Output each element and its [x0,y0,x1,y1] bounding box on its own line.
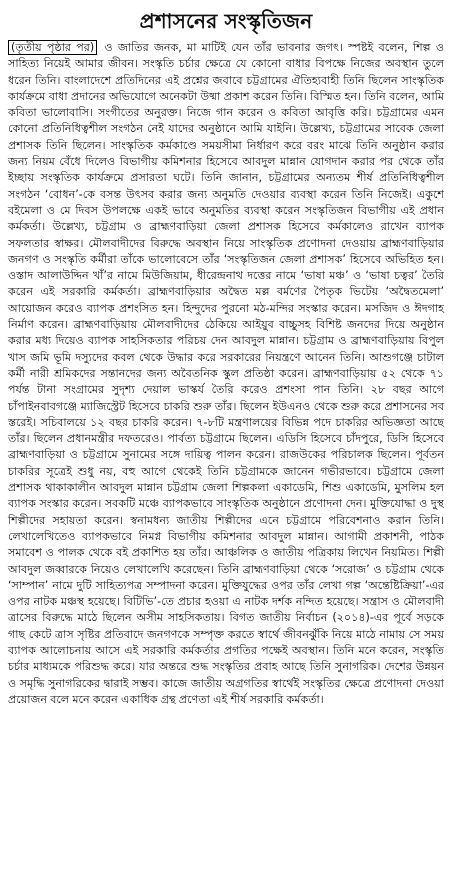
title-wrap [8,8,444,34]
article-body [8,40,444,708]
continued-label: (তৃতীয় পৃষ্ঠার পর) [8,40,97,55]
article-title: প্রশাসনের সংস্কৃতিজন [139,9,313,33]
article-paragraph: ও জাতির জনক, মা মাটিই যেন তাঁর ভাবনার জগৎ। স্পষ্টই বলেন, শিল্প ও সাহিত্য নিয়েই আমার জীবন। সংস্কৃতি চর্চার ক্ষেত্রে যে কোনো বাধার বিপক্ষে নিজের অবস্থান তুলে ধরেন তিনি। বাংলাদেশে প্রতিদিনের এই প্রশ্নের জবাবে চট্টগ্রামের ঐতিহ্যবাহী তিনি ছিলেন সাংস্কৃতিক কার্যক্রমে বাধা প্রদানের অভিযোগে অনেকটা উষ্মা প্রকাশ করেন তিনি। বিস্মিত হন। তিনি বলেন, আমি কবিতা ভালোবাসি। সংগীতের অনুরক্ত। নিজে গান করেন ও কবিতা আবৃত্তি করি। চট্টগ্রামের এমন কোনো প্রতিনিধিত্বশীল সংগঠন নেই যাদের অনুষ্ঠানে আমি যাইনি। উল্লেখ্য, চট্টগ্রামের সাবেক জেলা প্রশাসক তিনি ছিলেন। সাংস্কৃতিক কর্মকাণ্ডে সময়সীমা নির্ধারণ করে বরং মাঝে তিনি অনুষ্ঠান করার জন্য নিয়ম বেঁধে দিলেও বিভাগীয় কমিশনার হিসেবে আবদুল মান্নান যোগদান করার পর থেকে তাঁর ইচ্ছায় সংস্কৃতিক কার্যক্রমে প্রসারতা ঘটে। তিনি জানান, চট্টগ্রামের অন্যতম শীর্ষ প্রতিনিধিত্বশীল সংগঠন ‘বোধন’-কে বসন্ত উৎসব করার জন্য অনুমতি দেওয়ার ব্যবস্থা করেন তিনি নিজেই। একুশে বইমেলা ও মে দিবস উপলক্ষে একই ভাবে অনুমতির ব্যবস্থা করেন সংস্কৃতিজন বিভাগীয় এই প্রধান কর্মকর্তা। উল্লেখ্য, চট্টগ্রাম ও ব্রাহ্মণবাড়িয়া জেলা প্রশাসক হিসেবে কর্মকালেও রাখেন ব্যাপক সফলতার স্বাক্ষর। মৌলবাদীদের বিরুদ্ধে অবস্থান নিয়ে সাংস্কৃতিক প্রণোদনা দেওয়ায় ব্রাহ্মণবাড়িয়ার জনগণ ও সংস্কৃতি কর্মীরা তাঁকে ভালোবেসে তাঁর ‘সংস্কৃতিজন জেলা প্রশাসক’ হিসেবে অভিহিত হন। ওস্তাদ আলাউদ্দিন খাঁ’র নামে মিউজিয়াম, ধীরেন্দ্রনাথ দত্তের নামে ‘ভাষা মঞ্চ’ ও ‘ভাষা চত্বর’ তৈরি করেন এই সরকারি কর্মকর্তা। ব্রাহ্মণবাড়িয়ার অদ্বৈত মল্ল বর্মণের পৈতৃক ভিটেয় ‘অদ্বৈতমেলা’ আয়োজন করেও ব্যাপক প্রশংসিত হন। হিন্দুদের পুরনো মঠ-মন্দির সংস্কার করেন। মসজিদ ও ঈদগাহ নির্মাণ করেন। ব্রাহ্মণবাড়িয়ায় মৌলবাদীদের ঠেকিয়ে আইয়ুব বাচ্চুসহ বিশিষ্ট জনদের দিয়ে অনুষ্ঠান করার মধ্য দিয়েও ব্যাপক সাহসিকতার পরিচয় দেন আবদুল মান্নান। চট্টগ্রাম ও ব্রাহ্মণবাড়িয়ায় বিপুল খাস জমি ভূমি দস্যুদের কবল থেকে উদ্ধার করে সরকারের নিয়ন্ত্রণে আনেন তিনি। আশুগঞ্জে চাটাল কর্মী নারী শ্রমিকদের সন্তানদের জন্য অবৈতনিক স্কুল প্রতিষ্ঠা করেন। ব্রাহ্মণবাড়িয়ায় ৫২ থেকে ৭১ পর্যন্ত টানা সংগ্রামের সুদৃশ্য দেয়াল ভাস্কর্য তৈরি করেও প্রশংসা পান তিনি। ২৮ বছর আগে চাঁপাইনবাবগঞ্জে ম্যাজিস্ট্রেট হিসেবে চাকরি শুরু তাঁর। ছিলেন ইউএনও থেকে শুরু করে প্রশাসনের সব স্তরেই। সচিবালয়ে ১২ বছর চাকরি করেন। ৭-৮টি মন্ত্রণালয়ের বিভিন্ন পদে চাকরির অভিজ্ঞতা আছে তাঁর। ছিলেন প্রধানমন্ত্রীর দফতরেও। পার্বত্য চট্টগ্রামে ছিলেন। এডিসি হিসেবে চাঁদপুরে, ডিসি হিসেবে ব্রাহ্মণবাড়িয়া ও চট্টগ্রামে সুনামের সঙ্গে দায়িত্ব পালন করেন। রাজউকের পরিচালক ছিলেন। পূর্বতন চাকরির সূত্রেই শুধু নয়, বহু আগে থেকেই তিনি চট্টগ্রামকে জানেন গভীরভাবে। চট্টগ্রামে জেলা প্রশাসক থাকাকালীন আবদুল মান্নান চট্টগ্রাম জেলা শিল্পকলা একাডেমি, শিশু একাডেমি, মুসলিম হল ব্যাপক সংস্কার করেন। সবকটি মঞ্চে ব্যাপকভাবে সাংস্কৃতিক অনুষ্ঠানে প্রণোদনা দেন। মুক্তিযোদ্ধা ও দুস্থ শিল্পীদের সহায়তা করেন। স্বনামধন্য জাতীয় শিল্পীদের এনে চট্টগ্রামে পরিবেশনাও করান তিনি। লেখালেখিতেও ব্যাপকভাবে নিমগ্ন বিভাগীয় কমিশনার আবদুল মান্নান। আগামী প্রকাশনী, পাঠক সমাবেশ ও পালক থেকে বই প্রকাশিত হয় তাঁর। আঞ্চলিক ও জাতীয় পত্রিকায় লিখেন নিয়মিত। শিল্পী আবদুল জব্বারকে নিয়েও লেখালেখি করেছেন। তিনি ব্রাহ্মণবাড়িয়া থেকে ‘সরোজ’ ও চট্টগ্রাম থেকে ‘সাম্পান’ নামে দুটি সাহিত্যপত্র সম্পাদনা করেন। মুক্তিযুদ্ধের ওপর তাঁর লেখা গল্প ‘অন্তেষ্টিক্রিয়া’-এর ওপর নাটক মঞ্চস্থ হয়েছে। বিটিভি’-তে প্রচার হওয়া এ নাটক দর্শক নন্দিত হয়েছে। সন্ত্রাস ও মৌলবাদী ত্রাসের বিরুদ্ধে মাঠে ছিলেন অসীম সাহসিকতায়। বিগত জাতীয় নির্বাচন (২০১৪)-এর পূর্বে সড়কে গাছ কেটে ত্রাস সৃষ্টির প্রতিবাদে জনগণকে সম্পৃক্ত করতে স্বার্থে জীবনঝুঁকি নিয়ে মাঠে নামায় সে সময় ব্যাপক আলোচনায় আসে এই সরকারি কর্মকর্তার প্রগতির পক্ষেই অবস্থান। তিনি মনে করেন, সংস্কৃতি চর্চার মাধ্যমকে পরিশুদ্ধ করে। যার অন্তরে শুদ্ধ সংস্কৃতির প্রবাহ আছে তিনি সুনাগরিক। দেশের উন্নয়ন ও সমৃদ্ধি সুনাগরিকের দ্বারাই সম্ভব। কাজে জাতীয় অগ্রগতির স্বার্থেই সংস্কৃতির ক্ষেত্রে প্রণোদনা দেওয়া প্রয়োজন বলে মনে করেন একাধিক গ্রন্থ প্রণেতা এই শীর্ষ সরকারি কর্মকর্তা। [8,41,444,706]
